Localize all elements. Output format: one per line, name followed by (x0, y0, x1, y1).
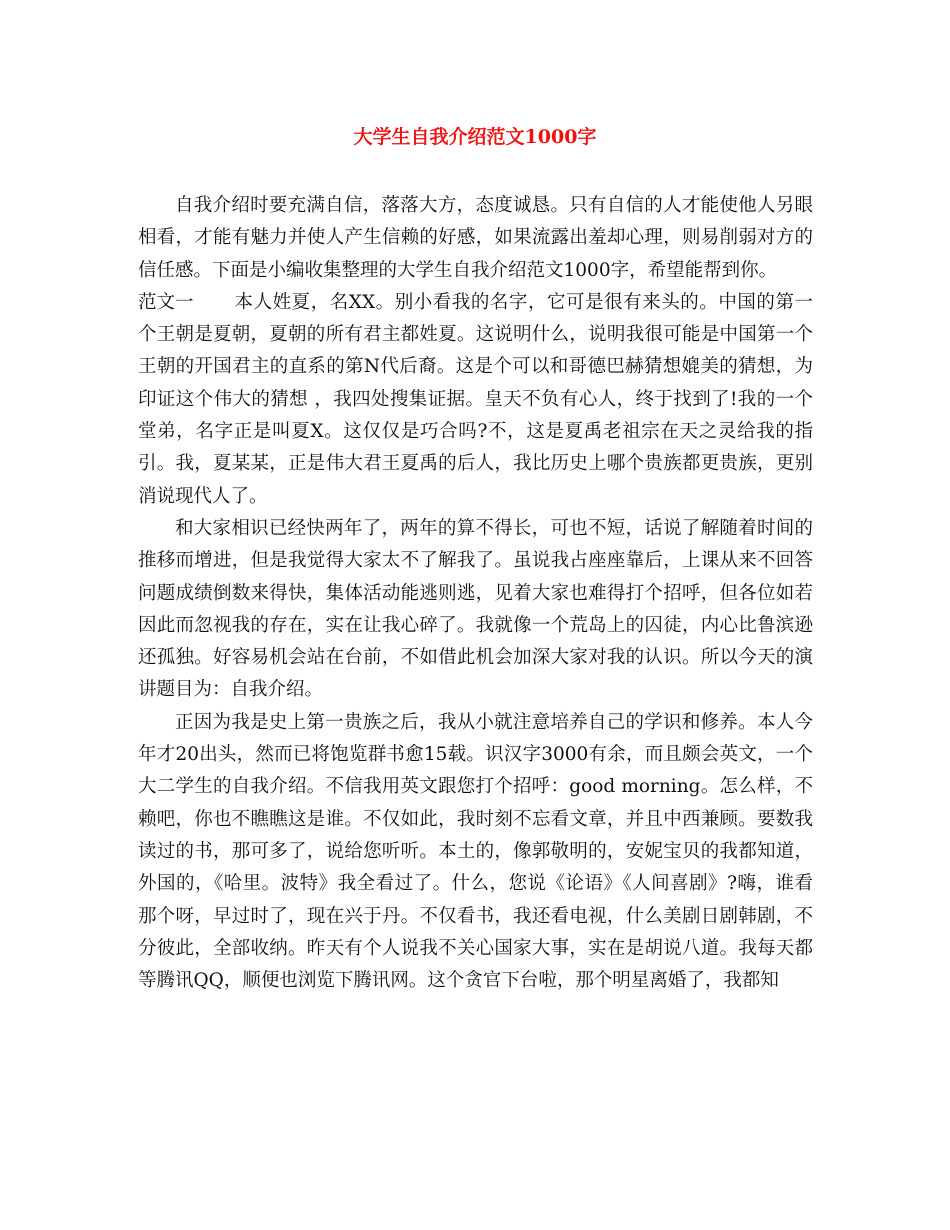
document-body (138, 190, 813, 997)
sample-one-label: 范文一 (138, 291, 194, 313)
intro-paragraph (138, 190, 813, 287)
acquaintance-paragraph-text: 和大家相识已经快两年了，两年的算不得长，可也不短，话说了解随着时间的推移而增进，但是我觉得大家太不了解我了。虽说我占座座靠后，上课从来不回答问题成绩倒数来得快，集体活动能逃则逃，见着大家也难得打个招呼，但各位如若因此而忽视我的存在，实在让我心碎了。我就像一个荒岛上的囚徒，内心比鲁滨逊还孤独。好容易机会站在台前，不如借此机会加深大家对我的认识。所以今天的演讲题目为：自我介绍。 (138, 517, 813, 701)
acquaintance-paragraph (138, 513, 813, 707)
sample-one-text: 本人姓夏，名XX。别小看我的名字，它可是很有来头的。中国的第一个王朝是夏朝，夏朝的所有君主都姓夏。这说明什么，说明我很可能是中国第一个王朝的开国君主的直系的第N代后裔。这是个可以和哥德巴赫猜想媲美的猜想，为印证这个伟大的猜想 ，我四处搜集证据。皇天不负有心人，终于找到了!我的一个堂弟，名字正是叫夏X。这仅仅是巧合吗?不，这是夏禹老祖宗在天之灵给我的指引。我，夏某某，正是伟大君王夏禹的后人，我比历史上哪个贵族都更贵族，更别消说现代人了。 (138, 291, 813, 507)
learning-paragraph (138, 707, 813, 998)
sample-one-paragraph (138, 287, 813, 513)
document-title: 大学生自我介绍范文1000字 (353, 126, 597, 148)
intro-paragraph-text: 自我介绍时要充满自信，落落大方，态度诚恳。只有自信的人才能使他人另眼相看，才能有魅力并使人产生信赖的好感，如果流露出羞却心理，则易削弱对方的信任感。下面是小编收集整理的大学生自我介绍范文1000字，希望能帮到你。 (138, 195, 813, 281)
learning-paragraph-text: 正因为我是史上第一贵族之后，我从小就注意培养自己的学识和修养。本人今年才20出头，然而已将饱览群书愈15载。识汉字3000有余，而且颇会英文，一个大二学生的自我介绍。不信我用英文跟您打个招呼：good morning。怎么样，不赖吧，你也不瞧瞧这是谁。不仅如此，我时刻不忘看文章，并且中西兼顾。要数我读过的书，那可多了，说给您听听。本土的，像郭敬明的，安妮宝贝的我都知道，外国的，《哈里。波特》我全看过了。什么，您说《论语》《人间喜剧》?嗨，谁看那个呀，早过时了，现在兴于丹。不仅看书，我还看电视，什么美剧日剧韩剧，不分彼此，全部收纳。昨天有个人说我不关心国家大事，实在是胡说八道。我每天都等腾讯QQ，顺便也浏览下腾讯网。这个贪官下台啦，那个明星离婚了，我都知 (138, 711, 813, 992)
